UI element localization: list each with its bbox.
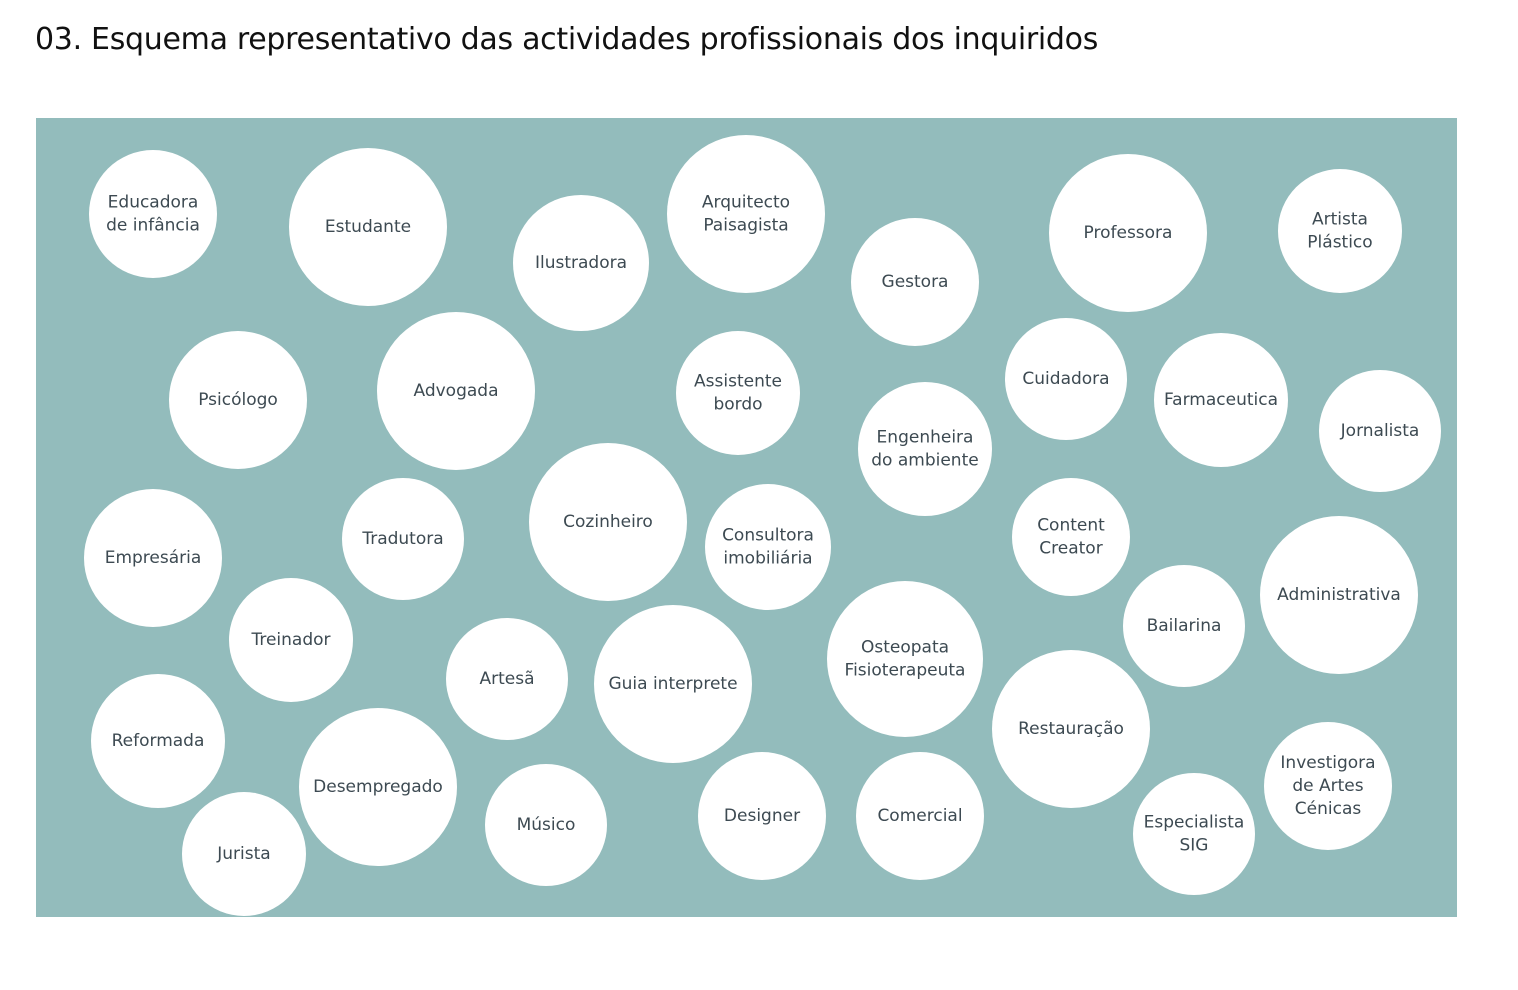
bubble-label-investigora-de-artes-cenicas-line-2: de Artes <box>1292 776 1364 796</box>
bubble-circle-assistente-bordo <box>676 331 800 455</box>
page-title: 03. Esquema representativo das actividades profissionais dos inquiridos <box>35 22 1099 57</box>
bubble-bailarina <box>1123 565 1245 687</box>
bubble-advogada <box>377 312 535 470</box>
bubble-circle-osteopata-fisioterapeuta <box>827 581 983 737</box>
bubble-designer <box>698 752 826 880</box>
bubble-investigora-de-artes-cenicas <box>1264 722 1392 850</box>
bubble-osteopata-fisioterapeuta <box>827 581 983 737</box>
bubble-label-administrativa: Administrativa <box>1277 585 1401 605</box>
bubble-treinador <box>229 578 353 702</box>
bubble-restauracao <box>992 650 1150 808</box>
bubble-label-jurista: Jurista <box>217 844 271 864</box>
bubble-label-professora: Professora <box>1083 223 1173 243</box>
bubble-jurista <box>182 792 306 916</box>
bubble-label-guia-interprete: Guia interprete <box>608 674 738 694</box>
bubble-cozinheiro <box>529 443 687 601</box>
bubble-label-content-creator-line-2: Creator <box>1039 538 1103 559</box>
bubble-label-artesa: Artesã <box>479 669 535 689</box>
bubble-consultora-imobiliaria <box>705 484 831 610</box>
bubble-label-estudante: Estudante <box>324 217 412 237</box>
bubble-ilustradora <box>513 195 649 331</box>
bubble-label-jornalista: Jornalista <box>1340 421 1420 441</box>
bubble-reformada <box>91 674 225 808</box>
bubble-label-content-creator-line-1: Content <box>1037 515 1105 536</box>
bubble-professora <box>1049 154 1207 312</box>
bubble-label-cozinheiro: Cozinheiro <box>563 512 653 532</box>
bubble-circle-content-creator <box>1012 478 1130 596</box>
bubble-engenheira-do-ambiente <box>858 382 992 516</box>
bubble-artista-plastico <box>1278 169 1402 293</box>
bubble-label-artista-plastico-line-1: Artista <box>1312 209 1368 230</box>
bubble-label-arquitecto-paisagista-line-2: Paisagista <box>703 215 789 236</box>
bubble-label-osteopata-fisioterapeuta-line-1: Osteopata <box>860 637 950 658</box>
bubble-label-empresaria: Empresária <box>104 548 202 568</box>
bubble-comercial <box>856 752 984 880</box>
bubble-label-arquitecto-paisagista-line-1: Arquitecto <box>701 192 791 213</box>
bubble-cuidadora <box>1005 318 1127 440</box>
bubble-especialista-sig <box>1133 773 1255 895</box>
bubble-label-advogada: Advogada <box>413 381 499 401</box>
bubble-label-engenheira-do-ambiente-line-2: do ambiente <box>871 450 979 471</box>
bubble-label-osteopata-fisioterapeuta-line-2: Fisioterapeuta <box>844 660 966 681</box>
bubble-label-farmaceutica: Farmaceutica <box>1163 390 1279 410</box>
bubble-estudante <box>289 148 447 306</box>
bubble-label-engenheira-do-ambiente-line-1: Engenheira <box>876 427 974 448</box>
bubble-label-consultora-imobiliaria-line-1: Consultora <box>722 525 814 546</box>
bubble-label-cuidadora: Cuidadora <box>1022 369 1110 389</box>
bubble-artesa <box>446 618 568 740</box>
bubble-educadora-de-infancia <box>89 150 217 278</box>
bubble-label-assistente-bordo-line-2: bordo <box>713 394 763 415</box>
bubble-circle-artista-plastico <box>1278 169 1402 293</box>
bubble-label-especialista-sig-line-2: SIG <box>1179 835 1209 856</box>
bubble-gestora <box>851 218 979 346</box>
bubble-desempregado <box>299 708 457 866</box>
bubble-content-creator <box>1012 478 1130 596</box>
bubble-label-investigora-de-artes-cenicas-line-3: Cénicas <box>1294 799 1362 819</box>
bubble-label-ilustradora: Ilustradora <box>534 253 628 273</box>
bubble-circle-especialista-sig <box>1133 773 1255 895</box>
bubble-musico <box>485 764 607 886</box>
bubble-label-artista-plastico-line-2: Plástico <box>1307 232 1373 253</box>
bubble-circle-arquitecto-paisagista <box>667 135 825 293</box>
bubble-label-musico: Músico <box>516 815 576 835</box>
bubble-label-gestora: Gestora <box>881 272 949 292</box>
bubble-label-restauracao: Restauração <box>1018 719 1124 739</box>
bubble-assistente-bordo <box>676 331 800 455</box>
bubble-label-educadora-de-infancia-line-1: Educadora <box>107 192 199 213</box>
bubble-label-investigora-de-artes-cenicas-line-1: Investigora <box>1280 753 1376 773</box>
bubble-label-treinador: Treinador <box>251 630 331 650</box>
bubble-label-tradutora: Tradutora <box>362 529 444 549</box>
bubble-circle-consultora-imobiliaria <box>705 484 831 610</box>
bubble-label-psicologo: Psicólogo <box>198 390 278 410</box>
bubble-label-comercial: Comercial <box>877 806 963 826</box>
bubble-label-designer: Designer <box>723 806 801 826</box>
bubble-label-desempregado: Desempregado <box>313 777 443 797</box>
bubble-farmaceutica <box>1154 333 1288 467</box>
bubble-circle-educadora-de-infancia <box>89 150 217 278</box>
bubble-psicologo <box>169 331 307 469</box>
bubble-circle-engenheira-do-ambiente <box>858 382 992 516</box>
bubble-administrativa <box>1260 516 1418 674</box>
bubble-label-reformada: Reformada <box>111 731 205 751</box>
bubble-guia-interprete <box>594 605 752 763</box>
bubble-diagram <box>36 118 1457 917</box>
bubble-label-bailarina: Bailarina <box>1146 616 1222 636</box>
bubble-label-especialista-sig-line-1: Especialista <box>1143 812 1245 833</box>
bubble-empresaria <box>84 489 222 627</box>
bubble-jornalista <box>1319 370 1441 492</box>
diagram-panel <box>36 118 1457 917</box>
bubble-label-consultora-imobiliaria-line-2: imobiliária <box>723 548 813 569</box>
bubble-tradutora <box>342 478 464 600</box>
bubble-arquitecto-paisagista <box>667 135 825 293</box>
bubble-label-educadora-de-infancia-line-2: de infância <box>106 215 200 236</box>
bubble-label-assistente-bordo-line-1: Assistente <box>694 371 782 392</box>
